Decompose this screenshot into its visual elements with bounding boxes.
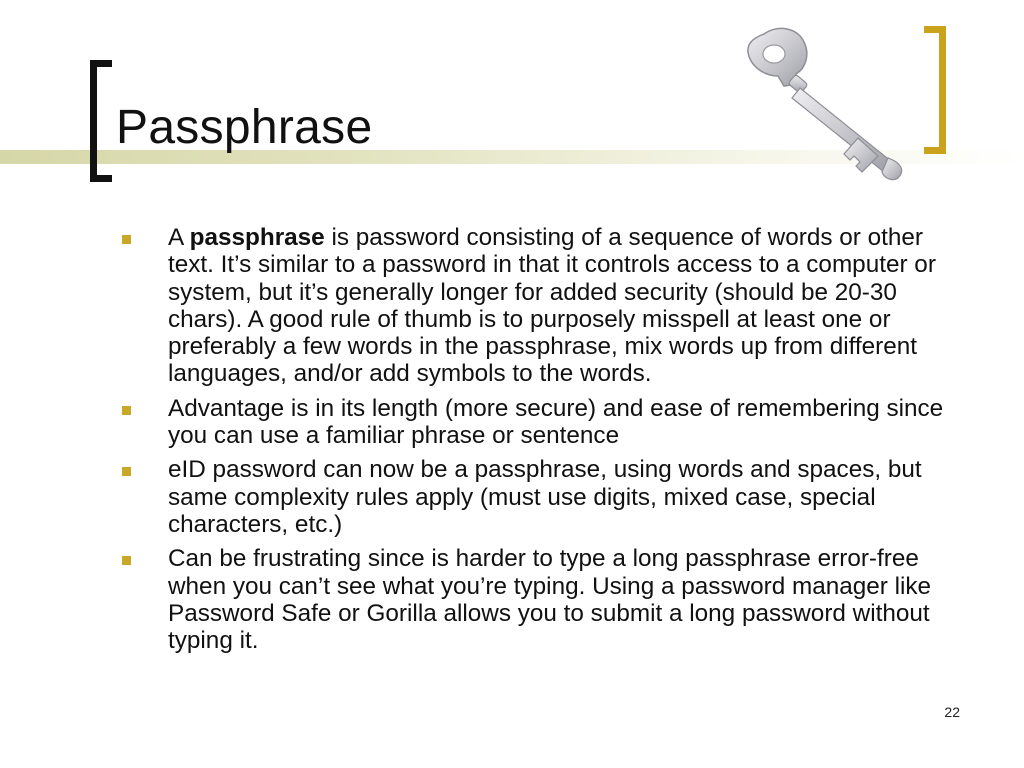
bullet-text: eID password can now be a passphrase, using words and spaces, but same complexity rules apply (must use digits, mixed case, special characters, etc.) bbox=[168, 456, 922, 538]
list-item bbox=[116, 456, 966, 538]
slide-number: 22 bbox=[944, 704, 960, 720]
bullet-rest: is password consisting of a sequence of words or other text. It’s similar to a password in that it controls access to a computer or system, but it’s generally longer for added security (should be 20-30 chars). A good rule of thumb is to purposely misspell at least one or preferably a few words in the passphrase, mix words up from different languages, and/or add symbols to the words. bbox=[168, 224, 936, 388]
square-bullet-icon bbox=[122, 467, 131, 476]
bullet-text: Can be frustrating since is harder to type a long passphrase error-free when you can’t see what you’re typing. Using a password manager like Password Safe or Gorilla allows you to submit a long password without typing it. bbox=[168, 545, 932, 655]
bullet-list bbox=[116, 224, 966, 661]
square-bullet-icon bbox=[122, 235, 131, 244]
right-bracket-decoration bbox=[924, 26, 946, 154]
square-bullet-icon bbox=[122, 556, 131, 565]
list-item bbox=[116, 545, 966, 654]
bold-term: passphrase bbox=[189, 224, 325, 251]
left-bracket-decoration bbox=[90, 60, 112, 182]
bullet-prefix: A bbox=[168, 224, 190, 251]
list-item bbox=[116, 224, 966, 388]
square-bullet-icon bbox=[122, 406, 131, 415]
key-icon bbox=[738, 22, 922, 184]
page-title: Passphrase bbox=[116, 101, 373, 154]
list-item bbox=[116, 395, 966, 450]
bullet-text bbox=[168, 224, 936, 387]
bullet-text: Advantage is in its length (more secure) and ease of remembering since you can use a familiar phrase or sentence bbox=[168, 394, 944, 450]
